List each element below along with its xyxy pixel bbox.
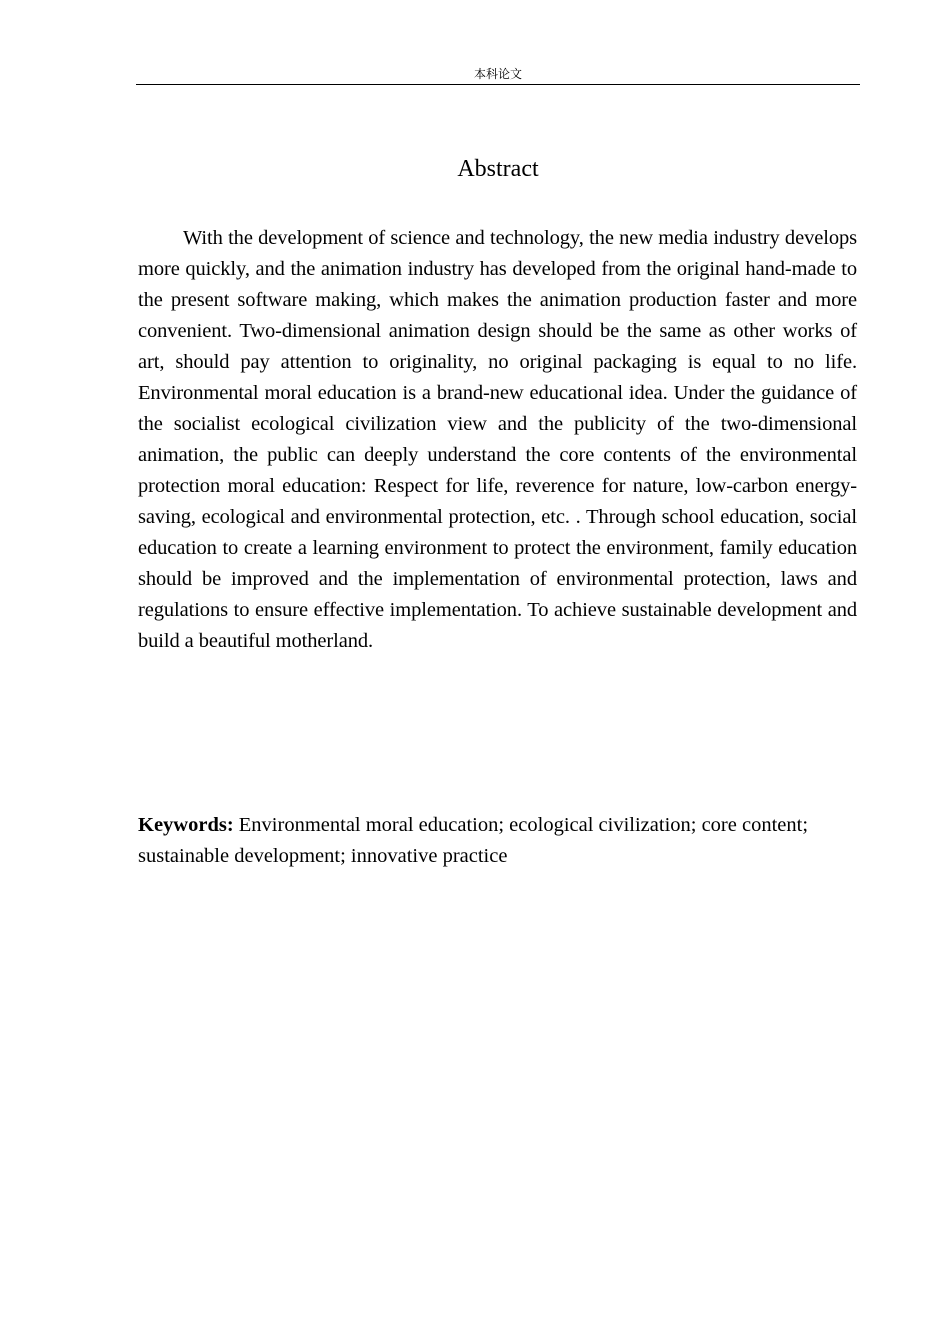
abstract-body: With the development of science and technology, the new media industry develops more quickly, and the animation industry has developed from the original hand-made to the present software making, which makes the animation production faster and more convenient. Two-dimensional animation design should be the same as other works of art, should pay attention to originality, no original packaging is equal to no life. Environmental moral education is a brand-new educational idea. Under the guidance of the socialist ecological civilization view and the publicity of the two-dimensional animation, the public can deeply understand the core contents of the environmental protection moral education: Respect for life, reverence for nature, low-carbon energy-saving, ecological and environmental protection, etc. . Through school education, social education to create a learning environment to protect the environment, family education should be improved and the implementation of environmental protection, laws and regulations to ensure effective implementation. To achieve sustainable development and build a beautiful motherland.	[138, 227, 857, 652]
keywords-text: Environmental moral education; ecological civilization; core content; sustainable development; innovative practice	[138, 814, 809, 867]
keywords-section	[138, 810, 818, 872]
page-header	[136, 64, 860, 85]
keywords-label: Keywords:	[138, 814, 234, 836]
abstract-title: Abstract	[457, 156, 539, 182]
header-text: 本科论文	[473, 67, 522, 81]
